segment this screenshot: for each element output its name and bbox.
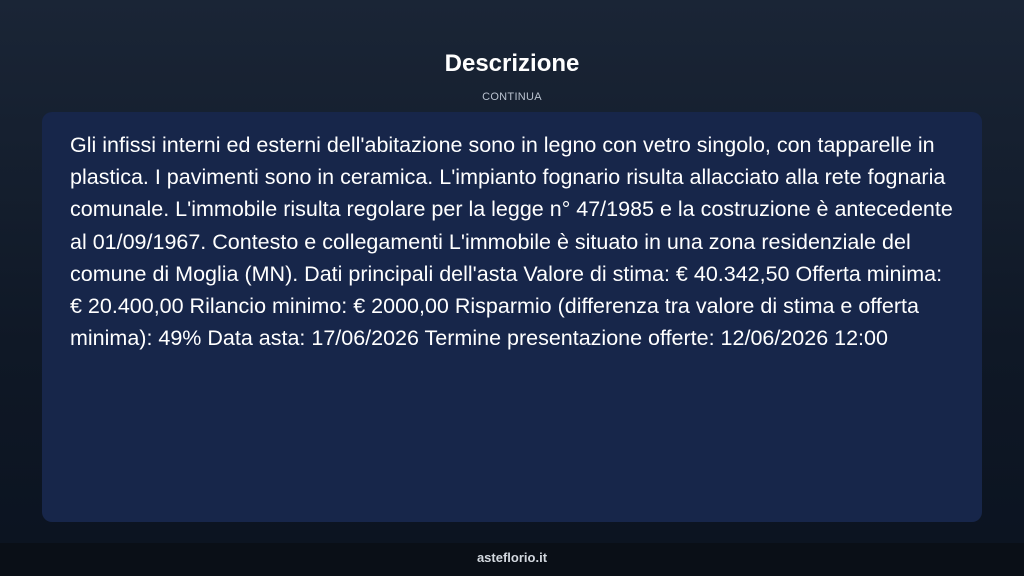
description-card bbox=[42, 112, 982, 522]
page-title: Descrizione bbox=[444, 50, 580, 77]
footer-bar bbox=[0, 543, 1024, 576]
site-name: asteflorio.it bbox=[476, 550, 548, 565]
description-text: Gli infissi interni ed esterni dell'abitazione sono in legno con vetro singolo, con tapparelle in plastica. I pavimenti sono in ceramica. L'impianto fognario risulta allacciato alla rete fognaria comunale. L'immobile risulta regolare per la legge n° 47/1985 e la costruzione è antecedente al 01/09/1967. Contesto e collegamenti L'immobile è situato in una zona residenziale del comune di Moglia (MN). Dati principali dell'asta Valore di stima: € 40.342,50 Offerta minima: € 20.400,00 Rilancio minimo: € 2000,00 Risparmio (differenza tra valore di stima e offerta minima): 49% Data asta: 17/06/2026 Termine presentazione offerte: 12/06/2026 12:00 bbox=[70, 133, 953, 351]
page-header bbox=[0, 48, 1024, 104]
continue-label: CONTINUA bbox=[482, 91, 542, 103]
